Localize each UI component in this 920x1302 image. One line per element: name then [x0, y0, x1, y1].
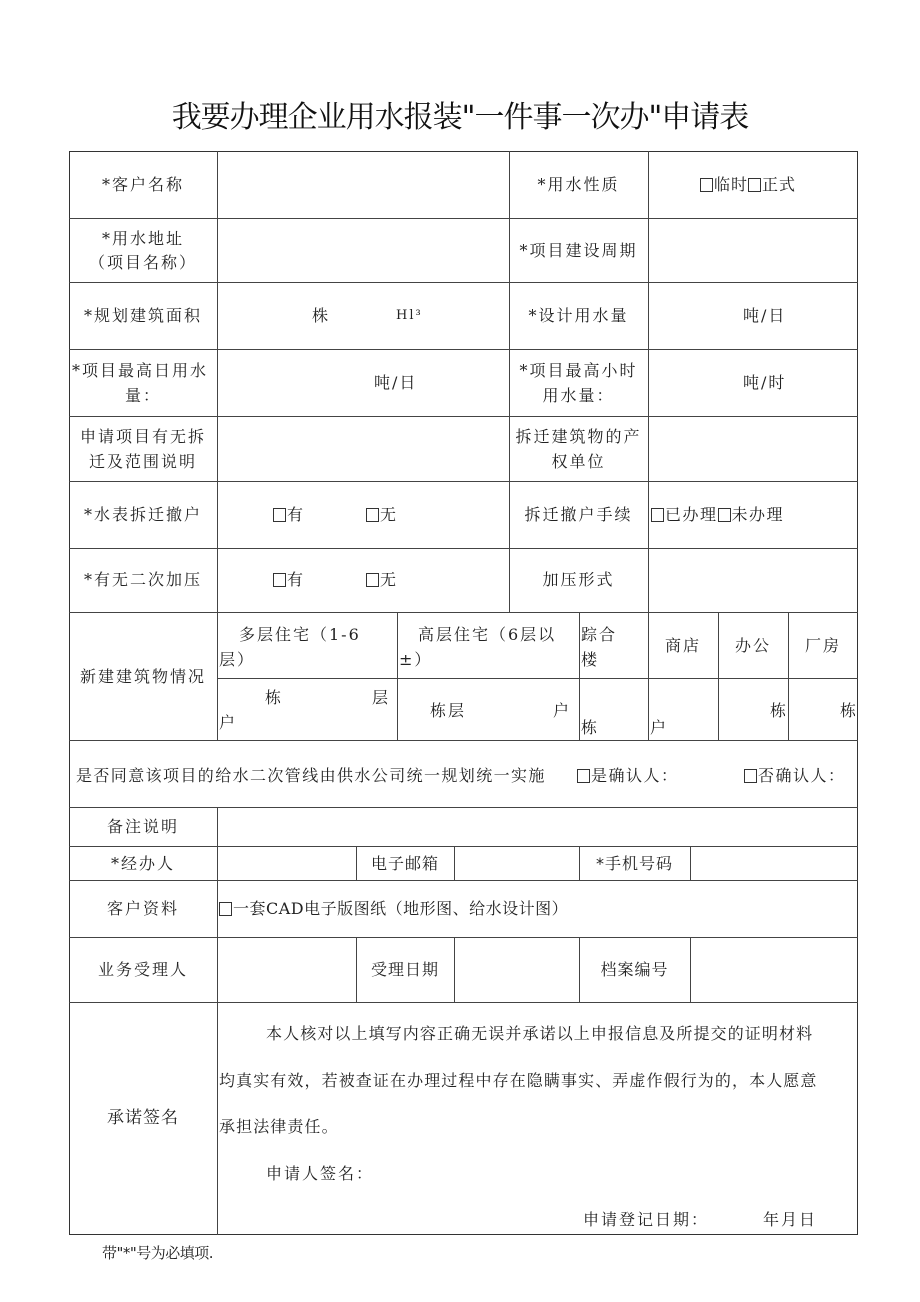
max-daily-water-label: *项目最高日用水	[72, 361, 209, 380]
max-hourly-water-label-2: 用水量：	[542, 386, 615, 405]
remark-field[interactable]	[218, 808, 858, 846]
factory-dong-unit: 栋	[840, 701, 859, 720]
water-nature-label: *用水性质	[537, 175, 620, 194]
agree-yes-label: 是确认人：	[591, 766, 679, 785]
multi-hu-unit: 户	[219, 713, 238, 732]
promise-signature-label: 承诺签名	[107, 1108, 179, 1128]
formal-label: 正式	[762, 175, 797, 194]
demolition-scope-field[interactable]	[218, 417, 508, 481]
remark-label: 备注说明	[106, 817, 179, 836]
meter-yes-label: 有	[287, 505, 306, 524]
shop-header: 商店	[664, 636, 701, 655]
agree-yes-checkbox[interactable]	[577, 764, 679, 788]
multi-dong-unit: 栋	[265, 688, 284, 707]
pressure-form-label: 加压形式	[542, 570, 615, 589]
factory-header: 厂房	[804, 636, 841, 655]
design-water-label: *设计用水量	[528, 306, 629, 325]
planned-area-label: *规划建筑面积	[83, 306, 202, 325]
agree-no-checkbox[interactable]	[744, 764, 846, 788]
water-nature-options	[700, 173, 796, 197]
pressure-no-checkbox[interactable]	[366, 568, 398, 592]
building-unit: 株	[312, 306, 331, 325]
project-name-label: （项目名称）	[88, 253, 197, 272]
promise-text-line1: 本人核对以上填写内容正确无误并承诺以上申报信息及所提交的证明材料	[266, 1024, 814, 1043]
multi-ceng-unit: 层	[372, 688, 391, 707]
handler-field[interactable]	[218, 847, 355, 880]
high-dongceng-unit: 栋层	[430, 701, 467, 720]
registration-date-value[interactable]: 年月日	[763, 1210, 818, 1229]
accept-date-field[interactable]	[455, 938, 578, 1002]
pressure-yes-checkbox[interactable]	[273, 568, 305, 592]
pressure-no-label: 无	[380, 570, 399, 589]
cad-drawings-label: 一套CAD电子版图纸（地形图、给水设计图）	[233, 899, 569, 918]
applicant-signature-field[interactable]	[370, 1155, 670, 1191]
max-daily-unit: 吨/日	[374, 373, 418, 392]
required-footnote: 带"*"号为必填项.	[102, 1244, 214, 1262]
demolition-label-2: 迁及范围说明	[88, 452, 197, 471]
email-label: 电子邮箱	[370, 854, 439, 873]
procedure-done-label: 已办理	[665, 505, 718, 524]
property-owner-label: 拆迁建筑物的产	[515, 427, 642, 446]
archive-number-label: 档案编号	[600, 960, 669, 979]
high-rise-header-2: ±）	[399, 650, 433, 669]
construction-period-field[interactable]	[649, 219, 857, 282]
high-hu-unit: 户	[553, 701, 572, 720]
cad-drawings-checkbox[interactable]	[219, 897, 568, 921]
office-dong-unit: 栋	[770, 701, 789, 720]
multi-storey-header-2: 层）	[219, 650, 256, 669]
agree-no-label: 否确认人：	[758, 766, 846, 785]
pressure-yes-label: 有	[287, 570, 306, 589]
handler-label: *经办人	[110, 854, 175, 873]
area-unit: Hl³	[396, 308, 423, 323]
procedure-not-done-checkbox[interactable]	[718, 505, 785, 524]
new-building-label: 新建建筑物情况	[79, 667, 206, 686]
customer-name-field[interactable]	[218, 152, 508, 218]
meter-no-label: 无	[380, 505, 399, 524]
formal-checkbox[interactable]	[748, 175, 796, 194]
applicant-signature-label: 申请人签名：	[266, 1164, 375, 1183]
meter-demolition-label: *水表拆迁撤户	[83, 505, 202, 524]
multi-storey-header: 多层住宅（1-6	[239, 625, 361, 644]
max-daily-water-label-2: 量：	[124, 386, 161, 405]
temporary-label: 临时	[714, 175, 749, 194]
water-address-label: *用水地址	[101, 229, 184, 248]
promise-text-line3: 承担法律责任。	[219, 1117, 339, 1136]
demolition-label: 申请项目有无拆	[79, 427, 206, 446]
form-title: 我要办理企业用水报装"一件事一次办"申请表	[171, 100, 749, 135]
mixed-building-header-2: 楼	[581, 650, 600, 669]
office-header: 办公	[734, 636, 771, 655]
procedure-not-done-label: 未办理	[731, 505, 785, 524]
water-address-field[interactable]	[218, 219, 508, 282]
registration-date-label: 申请登记日期：	[583, 1210, 710, 1229]
temporary-checkbox[interactable]	[700, 175, 748, 194]
archive-number-field[interactable]	[691, 938, 857, 1002]
property-owner-label-2: 权单位	[551, 452, 606, 471]
property-owner-field[interactable]	[649, 417, 857, 481]
high-rise-header: 高层住宅（6层以	[418, 625, 557, 644]
business-handler-field[interactable]	[218, 938, 355, 1002]
procedure-done-checkbox[interactable]	[651, 505, 718, 524]
meter-yes-checkbox[interactable]	[273, 503, 305, 527]
construction-period-label: *项目建设周期	[519, 241, 638, 260]
demolition-procedure-label: 拆迁撤户手续	[524, 505, 633, 524]
max-hourly-water-label: *项目最高小时	[519, 361, 638, 380]
unified-planning-question: 是否同意该项目的给水二次管线由供水公司统一规划统一实施	[76, 766, 546, 785]
customer-name-label: *客户名称	[101, 175, 184, 194]
shop-hu-unit: 户	[650, 718, 669, 737]
pressure-form-field[interactable]	[649, 549, 857, 612]
secondary-pressure-label: *有无二次加压	[83, 570, 202, 589]
email-field[interactable]	[455, 847, 578, 880]
customer-materials-label: 客户资料	[106, 899, 179, 918]
phone-label: *手机号码	[595, 854, 673, 873]
promise-text-line2: 均真实有效，若被查证在办理过程中存在隐瞒事实、弄虚作假行为的，本人愿意	[219, 1071, 818, 1090]
design-water-unit: 吨/日	[743, 306, 787, 325]
meter-no-checkbox[interactable]	[366, 503, 398, 527]
procedure-options	[651, 503, 784, 527]
mixed-building-header: 踪合	[581, 625, 618, 644]
mixed-dong-unit: 栋	[581, 718, 600, 737]
phone-field[interactable]	[691, 847, 857, 880]
accept-date-label: 受理日期	[370, 960, 439, 979]
max-hourly-unit: 吨/时	[743, 373, 787, 392]
business-handler-label: 业务受理人	[97, 960, 188, 979]
